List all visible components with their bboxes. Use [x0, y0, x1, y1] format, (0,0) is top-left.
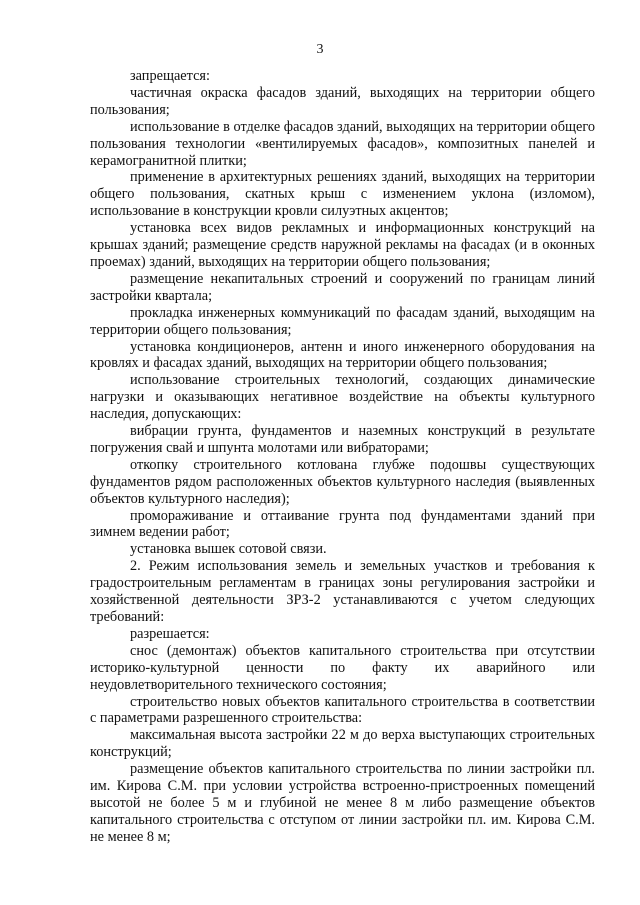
- document-body: [90, 68, 595, 846]
- paragraph: установка вышек сотовой связи.: [130, 541, 327, 558]
- paragraph: размещение некапитальных строений и сооружений по границам линий застройки квартала;: [90, 270, 595, 304]
- paragraph: применение в архитектурных решениях зданий, выходящих на территории общего пользования, скатных крыш с изменением уклона (изломом), использование в конструкции кровли силуэтных акцентов;: [90, 169, 595, 220]
- paragraph: снос (демонтаж) объектов капитального строительства при отсутствии историко-культурной ценности по факту их аварийного или неудовлетворительного технического состояния;: [90, 642, 595, 693]
- paragraph: частичная окраска фасадов зданий, выходящих на территории общего пользования;: [90, 84, 595, 118]
- paragraph: размещение объектов капитального строительства по линии застройки пл. им. Кирова С.М. при условии устройства встроенно-пристроенных помещений высотой не более 5 м и глубиной не менее 8 м либо размещение объектов капитального строительства с отступом от линии застройки пл. им. Кирова С.М. не менее 8 м;: [90, 761, 595, 845]
- paragraph: разрешается:: [130, 625, 210, 642]
- paragraph: использование строительных технологий, создающих динамические нагрузки и оказывающих негативное воздействие на объекты культурного наследия, допускающих:: [90, 372, 595, 423]
- paragraph: вибрации грунта, фундаментов и наземных конструкций в результате погружения свай и шпунта молотами или вибраторами;: [90, 423, 595, 456]
- paragraph: установка кондиционеров, антенн и иного инженерного оборудования на кровлях и фасадах зданий, выходящих на территории общего пользования;: [90, 338, 595, 372]
- paragraph: использование в отделке фасадов зданий, выходящих на территории общего пользования технологии «вентилируемых фасадов», композитных панелей и керамогранитной плитки;: [90, 118, 595, 169]
- paragraph: строительство новых объектов капитального строительства в соответствии с параметрами разрешенного строительства:: [90, 693, 595, 727]
- paragraph: 2. Режим использования земель и земельных участков и требования к градостроительным регламентам в границах зоны регулирования застройки и хозяйственной деятельности ЗРЗ-2 устанавливаются с учетом следующих требований:: [90, 558, 595, 625]
- paragraph: прокладка инженерных коммуникаций по фасадам зданий, выходящим на территории общего пользования;: [90, 304, 595, 338]
- page-number: 3: [316, 42, 324, 57]
- paragraph: откопку строительного котлована глубже подошвы существующих фундаментов рядом расположенных объектов культурного наследия (выявленных объектов культурного наследия);: [90, 456, 595, 507]
- paragraph: промораживание и оттаивание грунта под фундаментами зданий при зимнем ведении работ;: [90, 507, 595, 541]
- paragraph: установка всех видов рекламных и информационных конструкций на крышах зданий; размещение средств наружной рекламы на фасадах (и в оконных проемах) зданий, выходящих на территории общего пользования;: [90, 220, 595, 270]
- paragraph: запрещается:: [130, 68, 210, 84]
- paragraph: максимальная высота застройки 22 м до верха выступающих строительных конструкций;: [90, 727, 595, 761]
